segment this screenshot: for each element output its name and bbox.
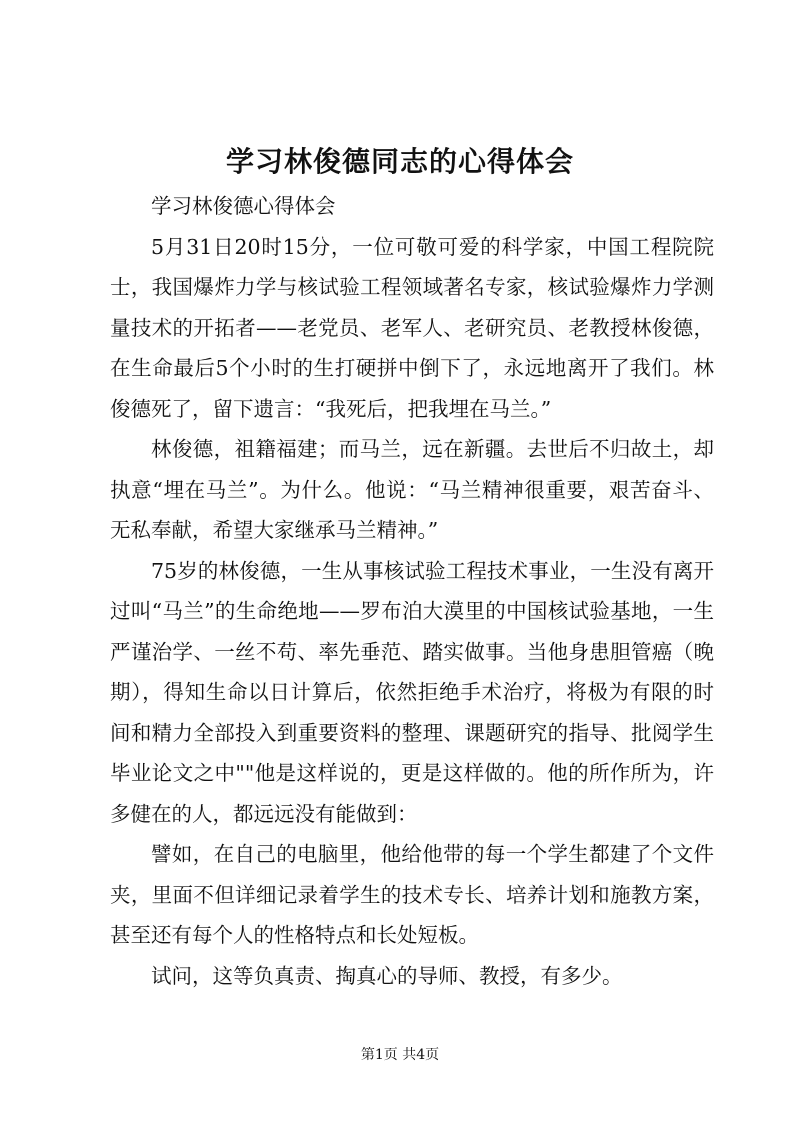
paragraph: 譬如，在自己的电脑里，他给他带的每一个学生都建了个文件夹，里面不但详细记录着学生的技术专长、培养计划和施教方案，甚至还有每个人的性格特点和长处短板。 <box>110 842 714 947</box>
paragraph: 试问，这等负真责、掏真心的导师、教授，有多少。 <box>151 963 623 988</box>
paragraph-subtitle: 学习林俊德心得体会 <box>151 194 336 218</box>
document-title: 学习林俊德同志的心得体会 <box>225 145 574 178</box>
paragraph: 林俊德，祖籍福建；而马兰，远在新疆。去世后不归故土，却执意“埋在马兰”。为什么。他说：“马兰精神很重要，艰苦奋斗、无私奉献，希望大家继承马兰精神。” <box>110 437 714 542</box>
page-footer: 第1页 共4页 <box>360 1047 440 1063</box>
paragraph: 75岁的林俊德，一生从事核试验工程技术事业，一生没有离开过叫“马兰”的生命绝地——罗布泊大漠里的中国核试验基地，一生严谨治学、一丝不苟、率先垂范、踏实做事。当他身患胆管癌（晚期），得知生命以日计算后，依然拒绝手术治疗，将极为有限的时间和精力全部投入到重要资料的整理、课题研究的指导、批阅学生毕业论文之中""他是这样说的，更是这样做的。他的所作所为，许多健在的人，都远远没有能做到： <box>110 558 714 826</box>
document-body <box>110 186 714 996</box>
paragraph: 5月31日20时15分，一位可敬可爱的科学家，中国工程院院士，我国爆炸力学与核试验工程领域著名专家，核试验爆炸力学测量技术的开拓者——老党员、老军人、老研究员、老教授林俊德，在生命最后5个小时的生打硬拼中倒下了，永远地离开了我们。林俊德死了，留下遗言：“我死后，把我埋在马兰。” <box>110 234 714 421</box>
